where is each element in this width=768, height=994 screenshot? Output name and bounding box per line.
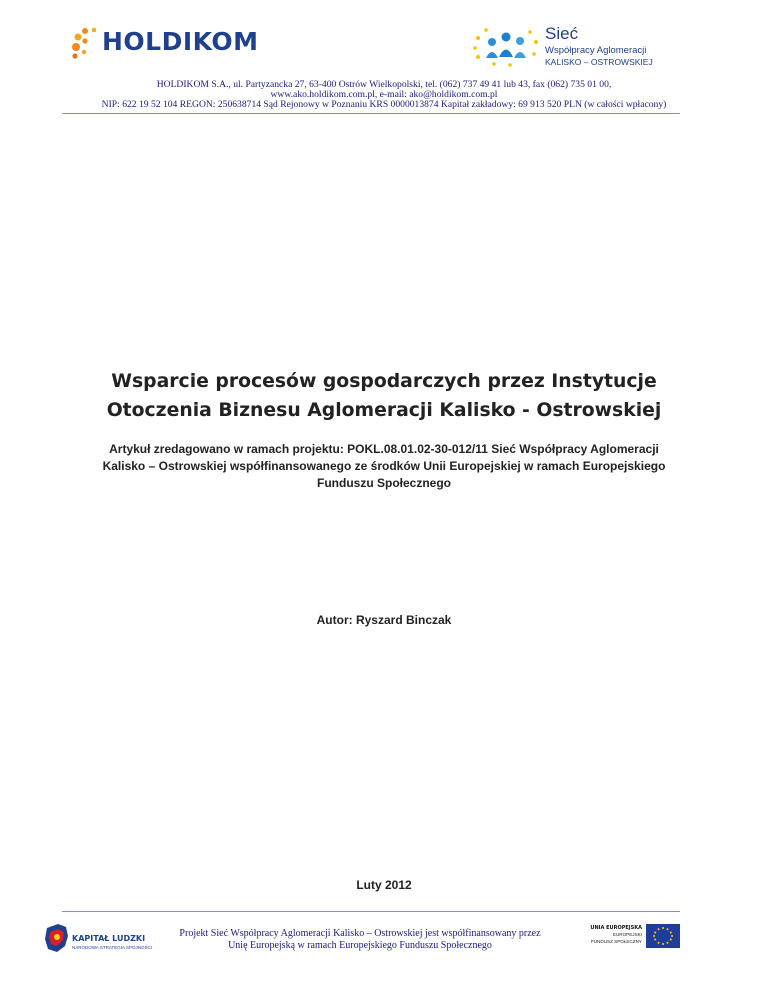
project-note-line-2: Kalisko – Ostrowskiej współfinansowanego ze środków Unii Europejskiej w ramach Europejskiego	[102, 459, 666, 473]
eu-logo-title: UNIA EUROPEJSKA	[590, 925, 642, 931]
poland-map-icon	[44, 922, 70, 958]
siec-logo-region: KALISKO – OSTROWSKIEJ	[545, 57, 653, 67]
footer-divider	[62, 911, 680, 912]
siec-wspolpracy-logo	[470, 24, 670, 68]
footer-text-line-1: Projekt Sieć Współpracy Aglomeracji Kalisko – Ostrowskiej jest współfinansowany przez	[179, 928, 541, 939]
holdikom-logo-text: HOLDIKOM	[102, 27, 259, 56]
kapital-ludzki-logo	[44, 922, 154, 958]
company-registration-line: NIP: 622 19 52 104 REGON: 250638714 Sąd Rejonowy w Poznaniu KRS 0000013874 Kapitał zakładowy: 69 913 520 PLN (w całości wpłacony)	[101, 99, 667, 110]
siec-people-icon	[470, 24, 542, 68]
header-divider	[62, 113, 680, 114]
kapital-ludzki-subtext: NARODOWA STRATEGIA SPÓJNOŚCI	[72, 945, 153, 950]
project-note-line-3: Funduszu Społecznego	[317, 476, 451, 490]
kapital-ludzki-text: KAPITAŁ LUDZKI	[72, 934, 146, 943]
company-address-line: HOLDIKOM S.A., ul. Partyzancka 27, 63-400 Ostrów Wielkopolski, tel. (062) 737 49 41 lub 43, fax (062) 735 01 00,	[156, 79, 612, 90]
footer-text-line-2: Unię Europejską w ramach Europejskiego Funduszu Społecznego	[228, 940, 492, 951]
eu-logo-line-3: FUNDUSZ SPOŁECZNY	[590, 939, 642, 944]
siec-logo-title: Sieć	[545, 24, 579, 43]
siec-logo-subtitle: Współpracy Aglomeracji	[545, 45, 647, 56]
holdikom-dots-icon	[70, 26, 102, 60]
document-title-line-1: Wsparcie procesów gospodarczych przez Instytucje	[111, 371, 657, 392]
document-title-line-2: Otoczenia Biznesu Aglomeracji Kalisko - Ostrowskiej	[106, 400, 662, 421]
document-date: Luty 2012	[356, 878, 412, 892]
eu-flag-icon	[646, 924, 680, 948]
holdikom-logo	[70, 26, 265, 60]
eu-logo-line-2: EUROPEJSKI	[612, 932, 642, 937]
project-note-line-1: Artykuł zredagowano w ramach projektu: POKL.08.01.02-30-012/11 Sieć Współpracy Aglomeracji	[109, 442, 659, 456]
document-author: Autor: Ryszard Binczak	[316, 613, 452, 627]
company-contact-line: www.ako.holdikom.com.pl, e-mail: ako@holdikom.com.pl	[270, 89, 498, 100]
eu-logo	[576, 924, 680, 948]
